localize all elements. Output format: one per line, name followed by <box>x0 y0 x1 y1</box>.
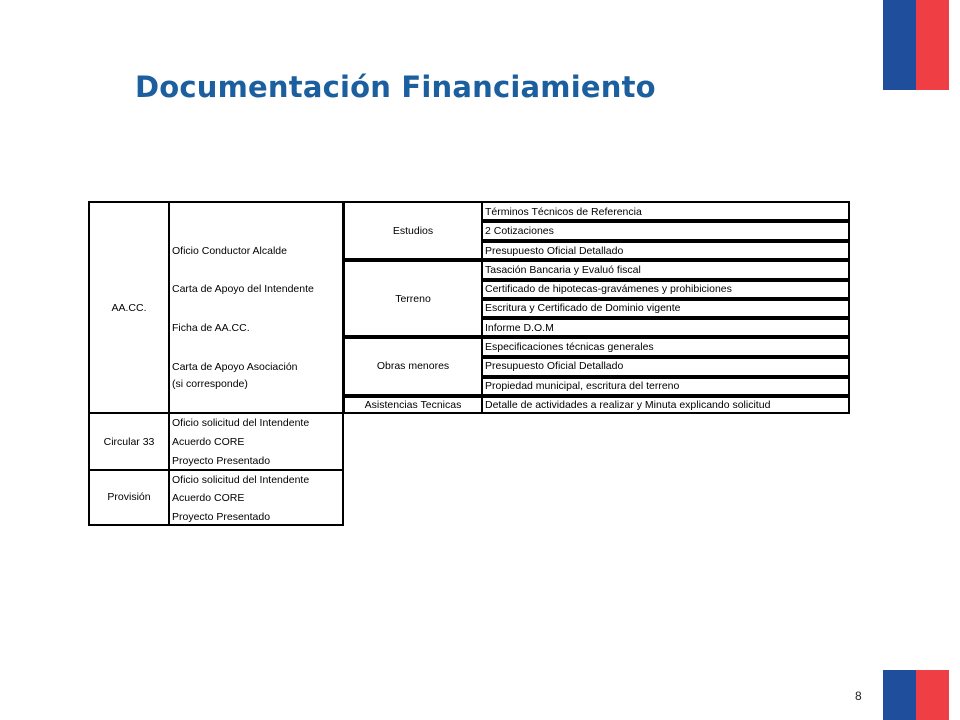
section-label-aacc: AA.CC. <box>111 302 147 314</box>
document-item: Proyecto Presentado <box>172 511 271 523</box>
document-item: Proyecto Presentado <box>172 455 271 467</box>
requirement-item: Presupuesto Oficial Detallado <box>485 360 624 372</box>
requirement-item: Escritura y Certificado de Dominio vigente <box>485 302 681 314</box>
category-label: Estudios <box>392 225 434 237</box>
requirement-item: 2 Cotizaciones <box>485 225 554 237</box>
requirement-item: Certificado de hipotecas-gravámenes y prohibiciones <box>485 283 732 295</box>
document-item: Acuerdo CORE <box>172 436 245 448</box>
requirement-item: Tasación Bancaria y Evaluó fiscal <box>485 264 641 276</box>
requirement-item: Presupuesto Oficial Detallado <box>485 245 624 257</box>
document-item: Oficio solicitud del Intendente <box>172 474 310 486</box>
document-item: Carta de Apoyo del Intendente <box>172 283 314 295</box>
section-label-provision: Provisión <box>107 491 151 503</box>
document-item: Oficio Conductor Alcalde <box>172 245 287 257</box>
category-label: Obras menores <box>376 360 450 372</box>
requirement-item: Especificaciones técnicas generales <box>485 341 654 353</box>
category-label: Terreno <box>395 293 431 305</box>
document-item: Acuerdo CORE <box>172 492 245 504</box>
chile-flag-stripe-bottom <box>883 670 949 720</box>
page-number: 8 <box>855 689 862 703</box>
page-title: Documentación Financiamiento <box>135 70 656 104</box>
category-label: Asistencias Tecnicas <box>364 399 462 411</box>
requirement-item: Informe D.O.M <box>485 322 554 334</box>
document-item: Oficio solicitud del Intendente <box>172 417 310 429</box>
document-item: (si corresponde) <box>172 378 248 390</box>
chile-flag-stripe-top <box>883 0 949 90</box>
requirement-item: Detalle de actividades a realizar y Minuta explicando solicitud <box>485 399 771 411</box>
requirement-item: Propiedad municipal, escritura del terreno <box>485 380 680 392</box>
section-label-circular33: Circular 33 <box>103 436 155 448</box>
document-item: Ficha de AA.CC. <box>172 322 250 334</box>
requirement-item: Términos Técnicos de Referencia <box>485 206 642 218</box>
document-item: Carta de Apoyo Asociación <box>172 361 298 373</box>
